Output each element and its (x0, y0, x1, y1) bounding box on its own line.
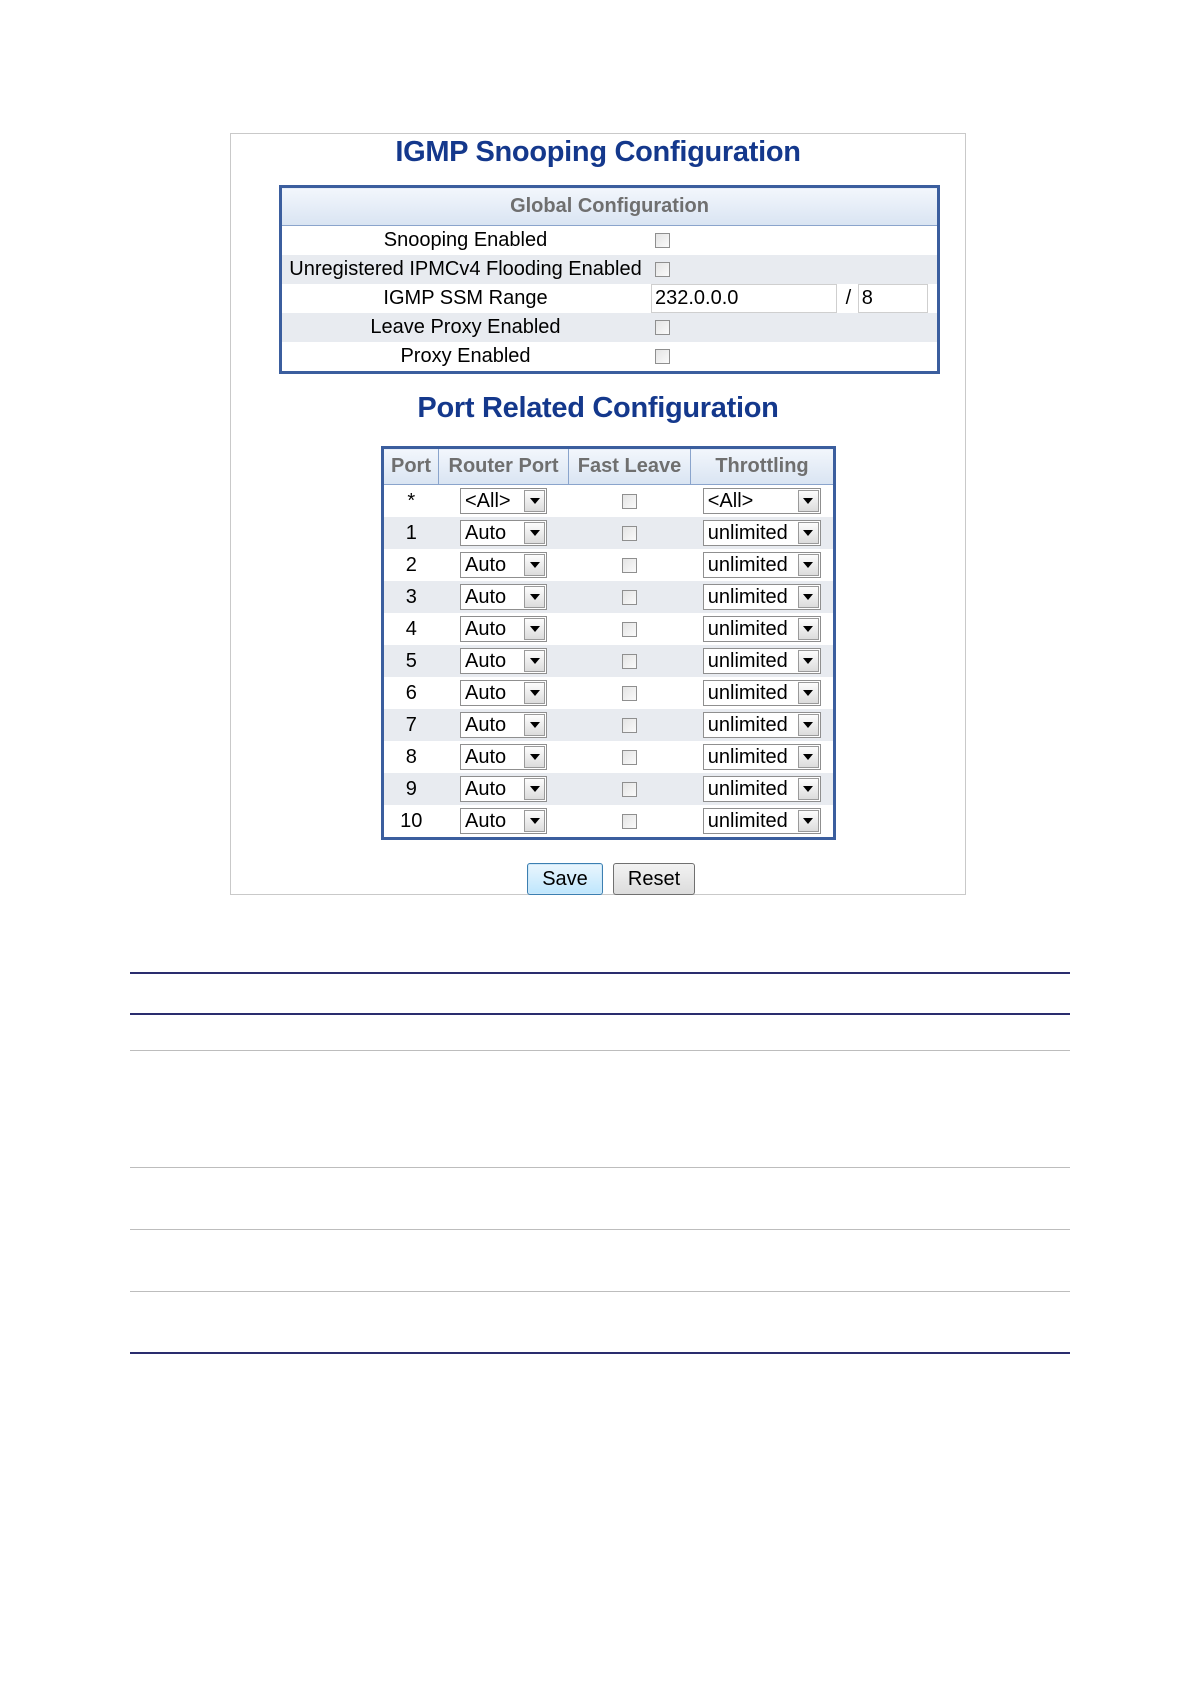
port-cell: 4 (405, 617, 417, 640)
throttling-select[interactable] (703, 744, 821, 770)
throttling-select[interactable] (703, 680, 821, 706)
router-port-value: Auto (465, 585, 507, 608)
router-port-value: Auto (465, 809, 507, 832)
fast-leave-checkbox[interactable] (622, 782, 637, 797)
throttling-value: unlimited (707, 585, 788, 608)
router-port-select[interactable] (460, 712, 547, 738)
table-row-divider (130, 1050, 1070, 1051)
router-port-value: Auto (465, 649, 507, 672)
table-row-divider (130, 1291, 1070, 1292)
leave-proxy-label: Leave Proxy Enabled (281, 313, 650, 342)
port-section-title: Port Related Configuration (417, 392, 779, 424)
router-port-select[interactable] (460, 680, 547, 706)
fast-leave-checkbox[interactable] (622, 590, 637, 605)
throttling-value: unlimited (707, 649, 788, 672)
throttling-value: unlimited (707, 681, 788, 704)
ssm-range-label: IGMP SSM Range (383, 287, 548, 309)
throttling-value: unlimited (707, 777, 788, 800)
fast-leave-checkbox[interactable] (622, 622, 637, 637)
throttling-value: unlimited (707, 617, 788, 640)
router-port-value: Auto (465, 681, 507, 704)
table-row (383, 613, 835, 645)
table-row (383, 645, 835, 677)
port-configuration-table (381, 446, 836, 840)
table-row (383, 581, 835, 613)
fast-leave-header: Fast Leave (569, 448, 691, 485)
global-configuration-header: Global Configuration (281, 187, 939, 226)
global-configuration-table (279, 185, 940, 374)
port-cell: 3 (383, 581, 439, 613)
table-row (383, 485, 835, 518)
router-port-value: Auto (465, 745, 507, 768)
chevron-down-icon[interactable] (524, 714, 545, 736)
fast-leave-checkbox[interactable] (622, 654, 637, 669)
table-header-rule (130, 1013, 1070, 1015)
port-cell: 10 (400, 809, 423, 832)
router-port-select[interactable] (460, 552, 547, 578)
table-row (383, 773, 835, 805)
table-bottom-rule (130, 1352, 1070, 1354)
page-title: IGMP Snooping Configuration (395, 136, 801, 168)
port-cell: 6 (405, 681, 417, 704)
router-port-select[interactable] (460, 776, 547, 802)
throttling-value: unlimited (707, 713, 788, 736)
chevron-down-icon[interactable] (798, 522, 819, 544)
throttling-header: Throttling (691, 448, 835, 485)
fast-leave-checkbox[interactable] (622, 718, 637, 733)
chevron-down-icon[interactable] (524, 650, 545, 672)
chevron-down-icon[interactable] (798, 682, 819, 704)
throttling-value: unlimited (707, 809, 788, 832)
table-row-divider (130, 1167, 1070, 1168)
port-header: Port (383, 448, 439, 485)
table-row (383, 741, 835, 773)
router-port-value: Auto (465, 617, 507, 640)
chevron-down-icon[interactable] (524, 522, 545, 544)
snooping-enabled-checkbox[interactable] (655, 233, 670, 248)
table-row (383, 709, 835, 741)
chevron-down-icon[interactable] (798, 490, 819, 512)
throttling-select[interactable] (703, 648, 821, 674)
router-port-value: Auto (465, 553, 507, 576)
proxy-enabled-checkbox[interactable] (655, 349, 670, 364)
save-button[interactable]: Save (527, 863, 603, 895)
throttling-select[interactable] (703, 776, 821, 802)
router-port-select[interactable] (460, 488, 547, 514)
throttling-select[interactable] (703, 488, 821, 514)
router-port-select[interactable] (460, 808, 547, 834)
table-row (383, 677, 835, 709)
table-row (383, 517, 835, 549)
fast-leave-checkbox[interactable] (622, 814, 637, 829)
chevron-down-icon[interactable] (798, 586, 819, 608)
chevron-down-icon[interactable] (524, 554, 545, 576)
chevron-down-icon[interactable] (524, 778, 545, 800)
throttling-value: <All> (707, 489, 754, 512)
router-port-value: Auto (465, 777, 507, 800)
unregistered-flooding-label: Unregistered IPMCv4 Flooding Enabled (281, 255, 650, 284)
leave-proxy-checkbox[interactable] (655, 320, 670, 335)
router-port-select[interactable] (460, 744, 547, 770)
chevron-down-icon[interactable] (524, 746, 545, 768)
port-cell: * (407, 489, 416, 512)
table-row (383, 549, 835, 581)
fast-leave-checkbox[interactable] (622, 558, 637, 573)
port-cell: 2 (405, 553, 417, 576)
ssm-range-address-input[interactable]: 232.0.0.0 (651, 284, 837, 313)
fast-leave-checkbox[interactable] (622, 494, 637, 509)
chevron-down-icon[interactable] (798, 618, 819, 640)
reset-button[interactable]: Reset (613, 863, 695, 895)
chevron-down-icon[interactable] (524, 618, 545, 640)
table-row-divider (130, 1229, 1070, 1230)
port-cell: 5 (383, 645, 439, 677)
igmp-snooping-screenshot (230, 133, 966, 895)
fast-leave-checkbox[interactable] (622, 526, 637, 541)
chevron-down-icon[interactable] (524, 810, 545, 832)
chevron-down-icon[interactable] (524, 682, 545, 704)
router-port-select[interactable] (460, 616, 547, 642)
chevron-down-icon[interactable] (798, 746, 819, 768)
router-port-select[interactable] (460, 584, 547, 610)
throttling-value: unlimited (707, 745, 788, 768)
router-port-value: Auto (465, 521, 507, 544)
throttling-value: unlimited (707, 553, 788, 576)
router-port-value: Auto (465, 713, 507, 736)
router-port-select[interactable] (460, 520, 547, 546)
chevron-down-icon[interactable] (798, 650, 819, 672)
port-cell: 7 (383, 709, 439, 741)
port-cell: 9 (383, 773, 439, 805)
throttling-select[interactable] (703, 552, 821, 578)
chevron-down-icon[interactable] (798, 810, 819, 832)
throttling-value: unlimited (707, 521, 788, 544)
ssm-range-prefix-input[interactable]: 8 (858, 284, 928, 313)
router-port-header: Router Port (439, 448, 569, 485)
throttling-select[interactable] (703, 616, 821, 642)
chevron-down-icon[interactable] (524, 490, 545, 512)
ssm-range-separator: / (845, 287, 852, 309)
throttling-select[interactable] (703, 712, 821, 738)
table-top-rule (130, 972, 1070, 974)
throttling-select[interactable] (703, 520, 821, 546)
unregistered-flooding-checkbox[interactable] (655, 262, 670, 277)
proxy-enabled-label: Proxy Enabled (400, 345, 531, 367)
chevron-down-icon[interactable] (798, 554, 819, 576)
port-cell: 8 (405, 745, 417, 768)
snooping-enabled-label: Snooping Enabled (383, 229, 548, 251)
fast-leave-checkbox[interactable] (622, 750, 637, 765)
port-cell: 1 (383, 517, 439, 549)
table-row (383, 805, 835, 839)
router-port-select[interactable] (460, 648, 547, 674)
throttling-select[interactable] (703, 808, 821, 834)
chevron-down-icon[interactable] (524, 586, 545, 608)
fast-leave-checkbox[interactable] (622, 686, 637, 701)
chevron-down-icon[interactable] (798, 714, 819, 736)
throttling-select[interactable] (703, 584, 821, 610)
router-port-value: <All> (465, 489, 511, 512)
chevron-down-icon[interactable] (798, 778, 819, 800)
